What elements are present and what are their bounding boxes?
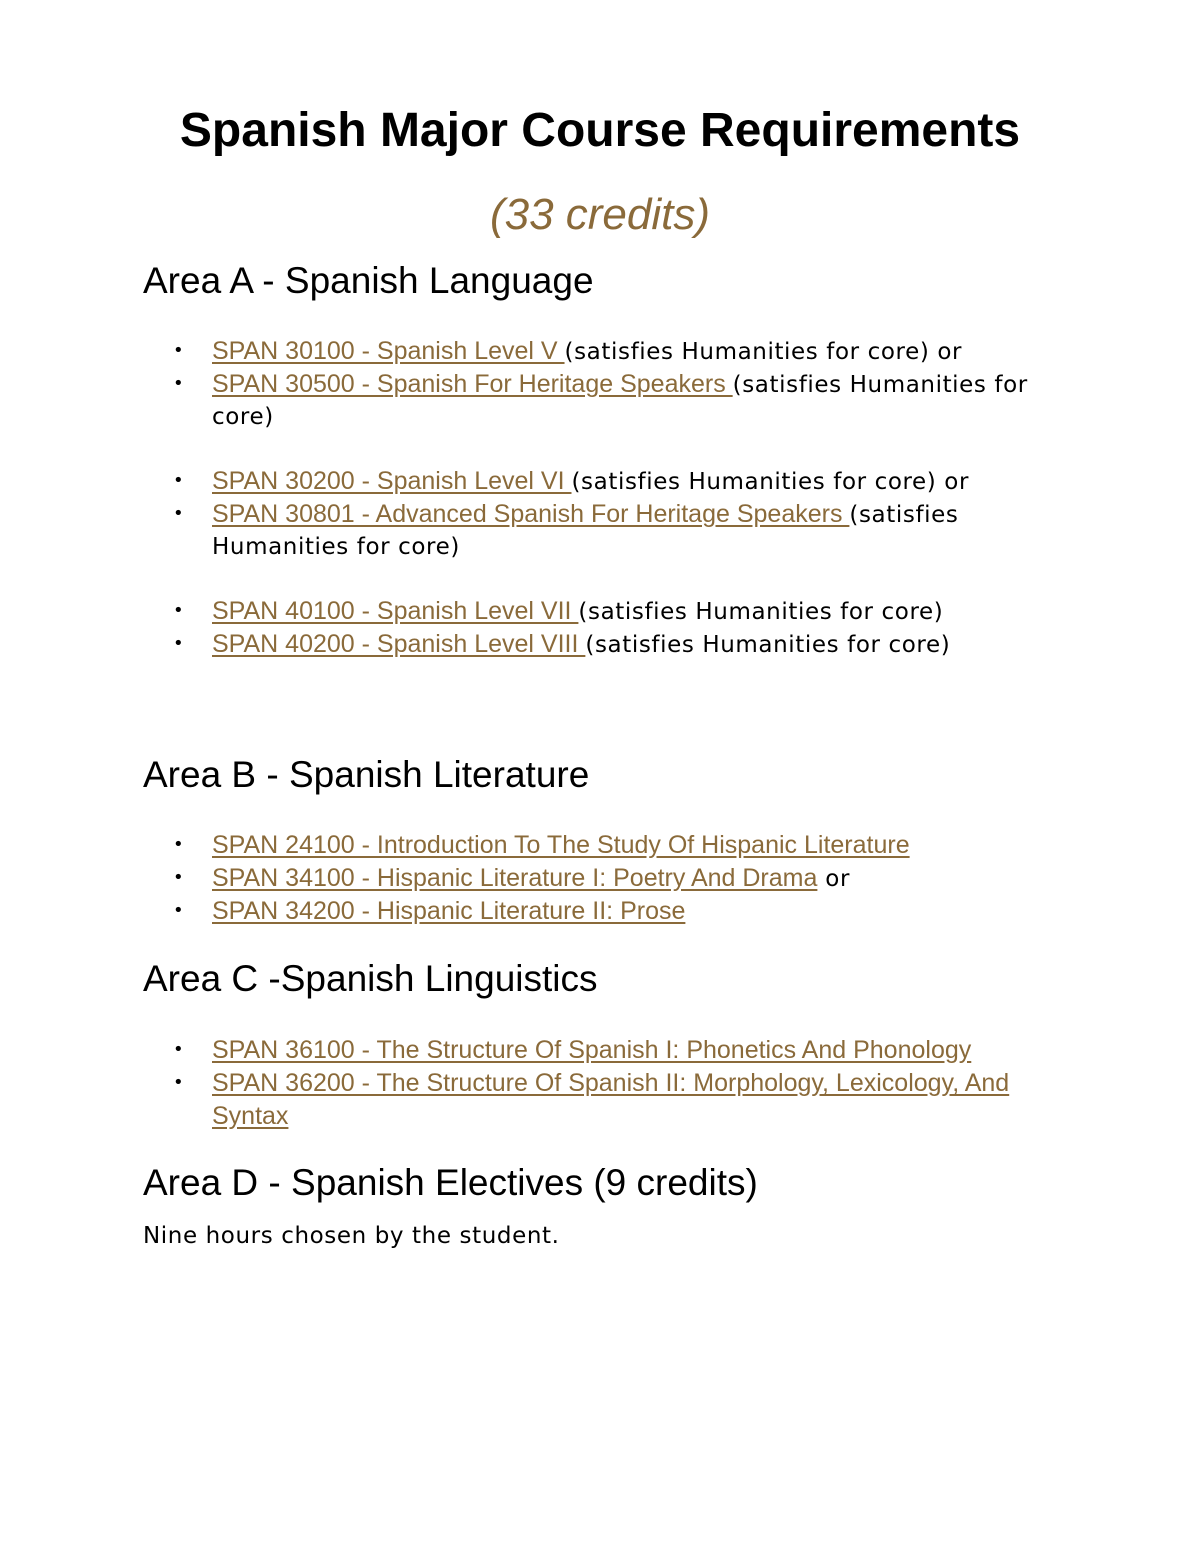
bullet-icon: • bbox=[173, 633, 184, 654]
course-link-span-36200[interactable]: SPAN 36200 - The Structure Of Spanish II: Morphology, Lexicology, And Syntax bbox=[212, 1069, 1010, 1130]
course-link-span-30100[interactable]: SPAN 30100 - Spanish Level V bbox=[212, 337, 565, 365]
list-item bbox=[143, 595, 1063, 628]
bullet-icon: • bbox=[173, 1072, 184, 1093]
course-link-span-34200[interactable]: SPAN 34200 - Hispanic Literature II: Prose bbox=[212, 897, 686, 925]
course-link-span-30200[interactable]: SPAN 30200 - Spanish Level VI bbox=[212, 467, 572, 495]
area-b-course-list bbox=[143, 829, 1063, 928]
list-item bbox=[143, 628, 1063, 661]
bullet-icon: • bbox=[173, 470, 184, 491]
list-item bbox=[143, 1067, 1063, 1133]
course-link-span-40100[interactable]: SPAN 40100 - Spanish Level VII bbox=[212, 597, 579, 625]
course-note: (satisfies Humanities for core) or bbox=[564, 339, 963, 365]
list-item bbox=[143, 862, 1063, 895]
list-item bbox=[143, 465, 1063, 498]
bullet-icon: • bbox=[173, 373, 184, 394]
area-d-heading: Area D - Spanish Electives (9 credits) bbox=[143, 1162, 758, 1203]
area-d-description: Nine hours chosen by the student. bbox=[143, 1223, 560, 1249]
course-note: (satisfies Humanities for core) or bbox=[571, 469, 970, 495]
course-note: (satisfies Humanities for core) bbox=[578, 599, 944, 625]
total-credits: (33 credits) bbox=[489, 190, 711, 239]
list-spacer bbox=[143, 433, 1063, 465]
course-note: (satisfies Humanities for core) bbox=[585, 632, 951, 658]
page-title: Spanish Major Course Requirements bbox=[179, 104, 1021, 157]
area-b-heading: Area B - Spanish Literature bbox=[143, 754, 590, 795]
bullet-icon: • bbox=[173, 600, 184, 621]
course-link-span-30801[interactable]: SPAN 30801 - Advanced Spanish For Heritage Speakers bbox=[212, 500, 850, 528]
list-item bbox=[143, 498, 1063, 563]
list-item bbox=[143, 368, 1063, 433]
area-a-course-list bbox=[143, 335, 1063, 661]
area-c-heading: Area C -Spanish Linguistics bbox=[143, 958, 598, 999]
course-note: (satisfies Humanities for core) bbox=[212, 502, 959, 560]
bullet-icon: • bbox=[173, 340, 184, 361]
list-item bbox=[143, 335, 1063, 368]
bullet-icon: • bbox=[173, 503, 184, 524]
area-c-course-list bbox=[143, 1034, 1063, 1133]
course-link-span-34100[interactable]: SPAN 34100 - Hispanic Literature I: Poetry And Drama bbox=[212, 864, 818, 892]
list-spacer bbox=[143, 563, 1063, 595]
bullet-icon: • bbox=[173, 900, 184, 921]
course-link-span-30500[interactable]: SPAN 30500 - Spanish For Heritage Speakers bbox=[212, 370, 733, 398]
list-item bbox=[143, 895, 1063, 928]
list-item bbox=[143, 829, 1063, 862]
course-link-span-40200[interactable]: SPAN 40200 - Spanish Level VIII bbox=[212, 630, 586, 658]
list-item bbox=[143, 1034, 1063, 1067]
course-note: (satisfies Humanities for core) bbox=[212, 372, 1028, 430]
course-note: or bbox=[817, 866, 851, 892]
bullet-icon: • bbox=[173, 867, 184, 888]
course-link-span-24100[interactable]: SPAN 24100 - Introduction To The Study Of Hispanic Literature bbox=[212, 831, 910, 859]
course-link-span-36100[interactable]: SPAN 36100 - The Structure Of Spanish I: Phonetics And Phonology bbox=[212, 1036, 972, 1064]
area-a-heading: Area A - Spanish Language bbox=[143, 260, 594, 301]
bullet-icon: • bbox=[173, 1039, 184, 1060]
bullet-icon: • bbox=[173, 834, 184, 855]
